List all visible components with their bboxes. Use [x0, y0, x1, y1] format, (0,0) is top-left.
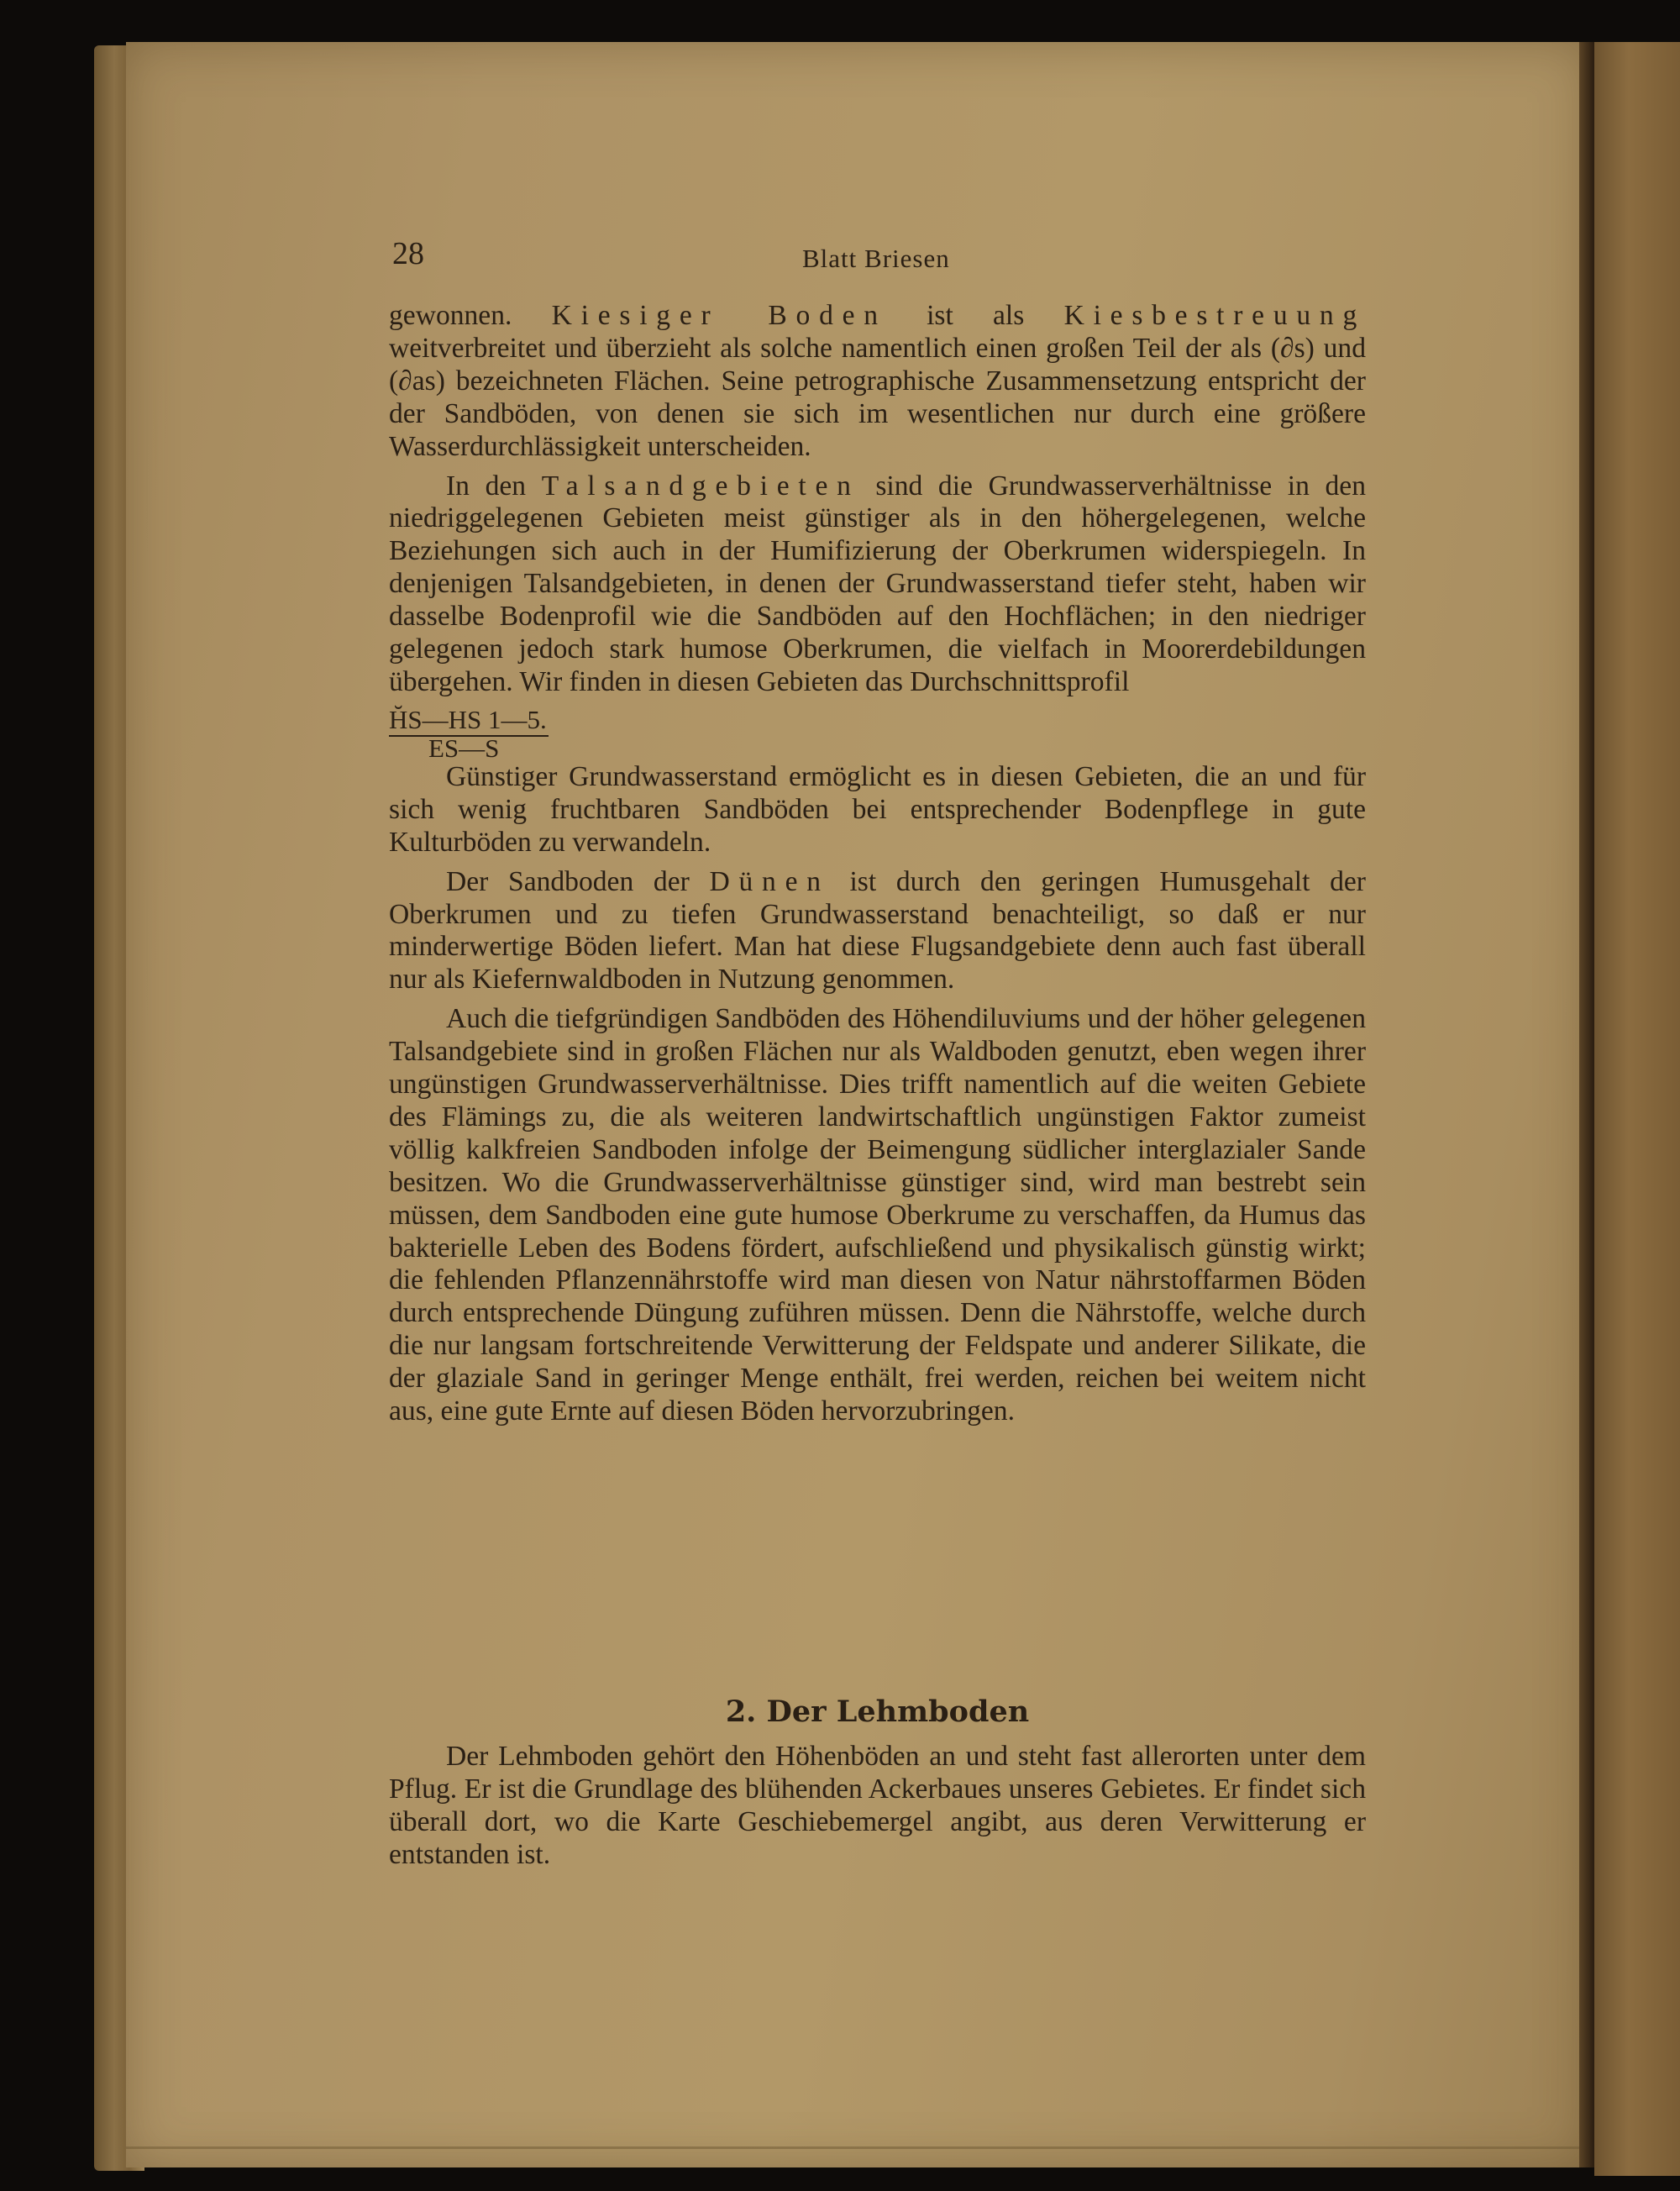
page-number: 28 [392, 236, 424, 271]
paragraph-text: gewonnen. [389, 300, 552, 331]
paragraph-5: Auch die tiefgründigen Sandböden des Höhendiluviums und der höher gelegenen Talsandgebiete sind in großen Flächen nur als Waldboden genutzt, eben wegen ihrer ungünstigen Grundwasserverhältnisse. Dies trifft namentlich auf die weiten Gebiete des Flämings zu, die als weiteren landwirtschaftlich ungünstigen Faktor zumeist völlig kalkfreien Sandboden infolge der Beimengung südlicher interglazialer Sande besitzen. Wo die Grundwasserverhältnisse günstiger sind, wird man bestrebt sein müssen, dem Sandboden eine gute humose Oberkrume zu verschaffen, da Humus das bakterielle Leben des Bodens fördert, aufschließend und physikalisch günstig wirkt; die fehlenden Pflanzennährstoffe wird man diesen von Natur nährstoffarmen Böden durch entsprechende Düngung zuführen müssen. Denn die Nährstoffe, welche durch die nur langsam fortschreitende Verwitterung der Feldspate und anderer Silikate, die der glaziale Sand in geringer Menge enthält, frei werden, reichen bei weitem nicht aus, eine gute Ernte auf diesen Böden hervorzubringen. [389, 1003, 1366, 1427]
paragraph-text: In den [446, 470, 542, 502]
paragraph-4 [389, 866, 1366, 997]
body-text [389, 300, 1366, 1428]
paragraph-text: ist durch den geringen Humusgehalt der Oberkrumen und zu tiefen Grundwasserstand benachteiligt, so daß er nur minderwertige Böden liefert. Man hat diese Flugsandgebiete denn auch fast überall nur als Kiefernwaldboden in Nutzung genommen. [389, 865, 1366, 996]
profile-numerator: H̆S—HS 1—5. [389, 704, 547, 734]
emphasis-spaced: Kiesiger Boden [551, 300, 887, 331]
page-bottom-line [126, 2146, 1588, 2149]
emphasis-spaced: Dünen [709, 865, 830, 897]
paragraph-3: Günstiger Grundwasserstand ermöglicht es in diesen Gebieten, die an und für sich wenig fruchtbaren Sandböden bei entsprechender Bodenpflege in gute Kulturböden zu verwandeln. [389, 760, 1366, 858]
paragraph-text: weitverbreitet und überzieht als solche namentlich einen großen Teil der als (∂s) und (∂as) bezeichneten Flächen. Seine petrographische Zusammensetzung entspricht der der Sandböden, von denen sie sich im wesentlichen nur durch eine größere Wasserdurchlässigkeit unterscheiden. [389, 332, 1366, 462]
emphasis-spaced: Kiesbestreuung [1063, 300, 1366, 331]
paragraph-text: Der Sandboden der [446, 865, 710, 897]
section-body [389, 1741, 1366, 1872]
facing-page [1594, 42, 1680, 2176]
paragraph-text: sind die Grundwasserverhältnisse in den niedriggelegenen Gebieten meist günstiger als in den höhergelegenen, welche Beziehungen sich auch in der Humifizierung der Oberkrumen widerspiegeln. In denjenigen Talsandgebieten, in denen der Grundwasserstand tiefer steht, haben wir dasselbe Bodenprofil wie die Sandböden auf den Hochflächen; in den niedriger gelegenen jedoch stark humose Oberkrumen, die vielfach in Moorerdebildungen übergehen. Wir finden in diesen Gebieten das Durchschnittsprofil [389, 470, 1366, 697]
paragraph-2 [389, 470, 1366, 699]
paragraph-text: ist als [886, 300, 1064, 331]
profile-denominator: ES—S [428, 733, 500, 763]
emphasis-spaced: Talsandgebieten [541, 470, 860, 502]
paragraph-1 [389, 300, 1366, 464]
section-paragraph: Der Lehmboden gehört den Höhenböden an und steht fast allerorten unter dem Pflug. Er ist die Grundlage des blühenden Ackerbaues unseres Gebietes. Er findet sich überall dort, wo die Karte Geschiebemergel angibt, aus deren Verwitterung er entstanden ist. [389, 1741, 1366, 1870]
running-head: Blatt Briesen [802, 244, 950, 273]
section-heading: 2. Der Lehmboden [725, 1694, 1030, 1729]
soil-profile-formula [389, 702, 1366, 761]
book-gutter [1579, 42, 1594, 2167]
